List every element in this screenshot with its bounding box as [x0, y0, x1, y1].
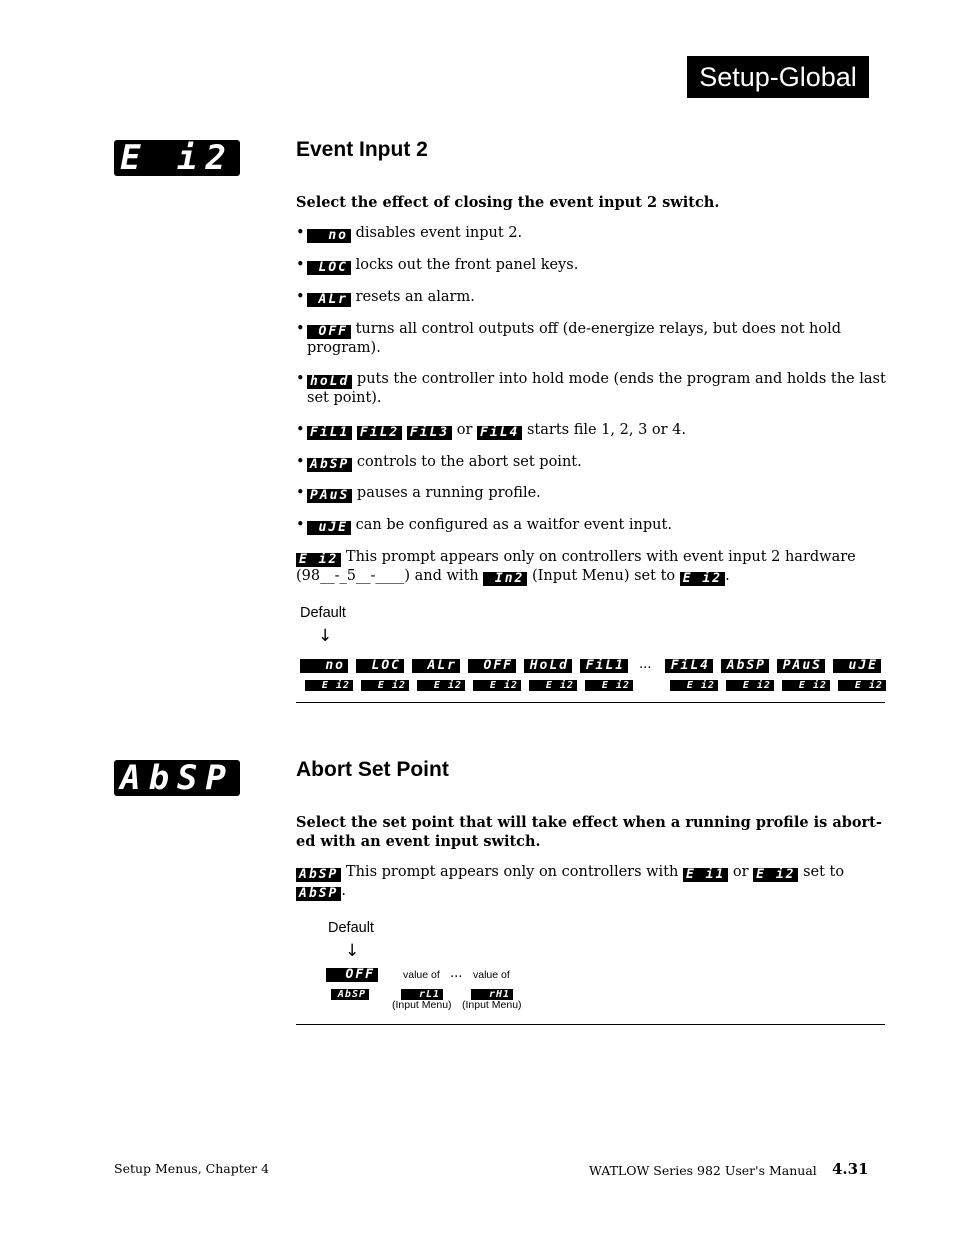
lcd-code: AbSP [296, 887, 341, 901]
option-bullet [296, 421, 888, 440]
event-input-2-title: Event Input 2 [296, 138, 428, 161]
bullet-dot: • [296, 321, 305, 337]
abort-default-sub: AbSP [331, 989, 369, 1000]
bullet-text: pauses a running profile. [356, 485, 541, 501]
lcd-code: AbSP [307, 458, 352, 472]
input-menu-label-high: (Input Menu) [462, 999, 522, 1011]
lcd-code: FiL4 [477, 426, 522, 440]
sequence-value: no [300, 659, 348, 673]
down-arrow-icon: ↓ [318, 626, 333, 646]
lcd-code: uJE [307, 521, 351, 535]
footer-chapter: Setup Menus, Chapter 4 [114, 1161, 270, 1176]
sequence-value: AbSP [721, 659, 769, 673]
bullet-text: starts file 1, 2, 3 or 4. [522, 422, 687, 438]
lcd-code: FiL1 [307, 426, 352, 440]
range-ellipsis: ... [450, 966, 463, 981]
sequence-value: OFF [468, 659, 516, 673]
sequence-value: uJE [833, 659, 881, 673]
bullet-text: locks out the front panel keys. [355, 257, 579, 273]
lcd-code: LOC [307, 261, 351, 275]
input-menu-label-low: (Input Menu) [392, 999, 452, 1011]
sequence-prompt: E i2 [305, 680, 353, 691]
lcd-code: OFF [307, 325, 351, 339]
sequence-prompt: E i2 [782, 680, 830, 691]
page-number: 4.31 [832, 1160, 869, 1178]
lcd-code: AbSP [296, 868, 341, 882]
sequence-ellipsis: ... [639, 657, 652, 672]
event-input-2-display: E i2 [114, 140, 240, 176]
sequence-prompt: E i2 [417, 680, 465, 691]
abort-set-point-title: Abort Set Point [296, 758, 449, 781]
abort-set-point-note [296, 863, 888, 901]
or-word: or [456, 422, 473, 438]
sequence-prompt: E i2 [585, 680, 633, 691]
sequence-value: FiL1 [580, 659, 628, 673]
sequence-prompt: E i2 [670, 680, 718, 691]
down-arrow-icon: ↓ [345, 941, 360, 961]
bullet-dot: • [296, 422, 305, 438]
bullet-dot: • [296, 225, 305, 241]
lcd-code: FiL2 [357, 426, 402, 440]
sequence-value: ALr [412, 659, 460, 673]
option-bullet [296, 256, 888, 275]
sequence-value: LOC [356, 659, 404, 673]
high-range-code: rH1 [471, 989, 513, 1000]
section-divider [296, 702, 885, 703]
bullet-text: turns all control outputs off (de-energize relays, but does not hold program). [307, 321, 842, 356]
footer-manual-title: WATLOW Series 982 User's Manual [589, 1163, 817, 1178]
note-text: This prompt appears only on controllers with event input 2 hardware (98__-_5__-____) and with [296, 549, 856, 584]
bullet-dot: • [296, 371, 305, 387]
option-bullet [296, 288, 888, 307]
sequence-value: PAuS [777, 659, 825, 673]
bullet-text: can be configured as a waitfor event input. [355, 517, 672, 533]
lcd-code: ALr [307, 293, 351, 307]
event-input-2-intro: Select the effect of closing the event input 2 switch. [296, 194, 720, 211]
lcd-code: no [307, 229, 351, 243]
bullet-dot: • [296, 257, 305, 273]
note-text: or [728, 864, 754, 880]
lcd-code: FiL3 [407, 426, 452, 440]
low-range-code: rL1 [401, 989, 443, 1000]
note-text: . [725, 568, 730, 584]
option-bullet [296, 516, 888, 535]
option-bullet [296, 320, 888, 358]
event-input-2-note [296, 548, 888, 586]
abort-set-point-display: AbSP [114, 760, 240, 796]
bullet-text: resets an alarm. [355, 289, 475, 305]
sequence-prompt: E i2 [838, 680, 886, 691]
section-divider [296, 1024, 885, 1025]
lcd-code: E i2 [680, 572, 725, 586]
sequence-prompt: E i2 [529, 680, 577, 691]
sequence-value: HoLd [524, 659, 572, 673]
lcd-code: PAuS [307, 489, 352, 503]
value-of-label-high: value of [473, 969, 510, 981]
note-text: This prompt appears only on controllers with [341, 864, 683, 880]
bullet-text: controls to the abort set point. [356, 454, 582, 470]
bullet-dot: • [296, 517, 305, 533]
sequence-prompt: E i2 [726, 680, 774, 691]
sequence-prompt: E i2 [361, 680, 409, 691]
bullet-dot: • [296, 454, 305, 470]
lcd-code: E i1 [683, 868, 728, 882]
lcd-code: E i2 [753, 868, 798, 882]
note-text: set to [798, 864, 845, 880]
bullet-text: disables event input 2. [355, 225, 523, 241]
value-of-label-low: value of [403, 969, 440, 981]
option-bullet [296, 370, 888, 408]
lcd-code: E i2 [296, 553, 341, 567]
abort-set-point-intro: Select the set point that will take effect when a running profile is abort-ed with an event input switch. [296, 814, 882, 850]
option-bullet [296, 453, 888, 472]
bullet-dot: • [296, 289, 305, 305]
default-label: Default [300, 605, 346, 621]
note-text: . [341, 883, 346, 899]
note-text: (Input Menu) set to [527, 568, 680, 584]
sequence-prompt: E i2 [473, 680, 521, 691]
default-label: Default [328, 920, 374, 936]
option-bullet [296, 224, 888, 243]
bullet-text: puts the controller into hold mode (ends the program and holds the last set point). [307, 371, 886, 406]
abort-default-value: OFF [326, 968, 378, 982]
sequence-value: FiL4 [665, 659, 713, 673]
section-header-badge: Setup-Global [687, 56, 869, 98]
lcd-code: In2 [483, 572, 527, 586]
option-bullet [296, 484, 888, 503]
bullet-dot: • [296, 485, 305, 501]
lcd-code: hoLd [307, 375, 352, 389]
